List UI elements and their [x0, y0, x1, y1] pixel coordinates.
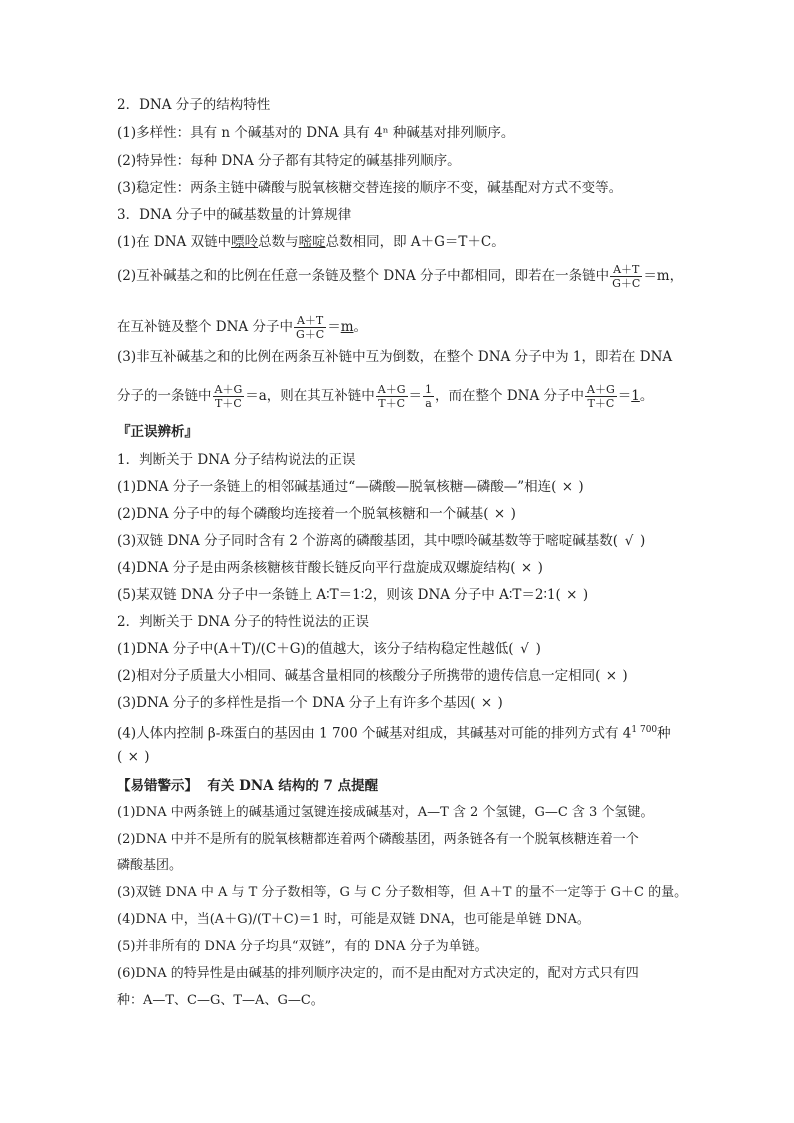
s3-l5-text-d: ，而在整个 DNA 分子中 [435, 388, 584, 404]
tip-line: (5)并非所有的 DNA 分子均具“双链”，有的 DNA 分子为单链。 [117, 939, 488, 954]
tip-line: (6)DNA 的特异性是由碱基的排列顺序决定的，而不是由配对方式决定的，配对方式只有四 [117, 966, 639, 981]
s3-line-4: (3)非互补碱基之和的比例在两条互补链中互为倒数，在整个 DNA 分子中为 1，即若在 DNA [117, 349, 673, 365]
judge-mark: √ [520, 641, 529, 657]
s3-l5-end: 。 [639, 388, 654, 404]
fraction-numerator: A＋G [214, 383, 243, 396]
fraction-numerator: A＋T [610, 263, 642, 277]
tip-line: 种：A—T、C—G、T—A、G—C。 [117, 993, 324, 1008]
fraction-numerator: A＋T [294, 314, 326, 328]
close-paren: ) [535, 641, 541, 657]
zhengwu-header: 『正误辨析』 [117, 424, 198, 440]
s2-line-1: (1)多样性：具有 n 个碱基对的 DNA 具有 4ⁿ 种碱基对排列顺序。 [117, 125, 515, 141]
fraction-ag-tc-2 [376, 383, 408, 410]
tip-line: 磷酸基团。 [117, 858, 183, 873]
fraction-denominator: T＋C [587, 397, 615, 410]
s3-l5-text-e: ＝ [617, 388, 632, 404]
tip-line: (4)DNA 中，当(A＋G)/(T＋C)＝1 时，可能是双链 DNA，也可能是单链 DNA。 [117, 912, 590, 927]
judge-mark: √ [624, 533, 634, 549]
fraction-numerator: A＋G [587, 383, 615, 396]
s3-l2-text-b: ＝m， [643, 268, 684, 284]
fraction-denominator: T＋C [214, 397, 242, 410]
s3-l5-text-b: ＝a，则在其互补链中 [245, 388, 375, 404]
section-2-title: 2．DNA 分子的结构特性 [117, 97, 271, 113]
close-paren: ) [537, 560, 543, 576]
fraction-at-gc-2 [294, 314, 326, 341]
s3-l3-end: 。 [353, 319, 367, 335]
judge-1-item [117, 532, 645, 550]
s3-l2-text-a: (2)互补碱基之和的比例在任意一条链及整个 DNA 分子中都相同，即若在一条链中 [117, 268, 610, 284]
judge-text: (3)DNA 分子的多样性是指一个 DNA 分子上有许多个基因( [117, 695, 476, 711]
fraction-denominator: G＋C [295, 328, 325, 341]
tip-heading: 有关 DNA 结构的 7 点提醒 [207, 778, 379, 794]
judge-1-item [117, 478, 584, 496]
judge-text: (2)相对分子质量大小相同、碱基含量相同的核酸分子所携带的遗传信息一定相同( [117, 668, 601, 684]
tip-title [117, 777, 378, 795]
judge-text-end: 种 [657, 725, 671, 742]
judge-1-item [117, 559, 543, 577]
fraction-denominator: T＋C [378, 397, 406, 410]
judge-text: (1)DNA 分子一条链上的相邻碱基通过“—磷酸—脱氧核糖—磷酸—”相连( [117, 479, 557, 495]
s3-line-5 [117, 383, 653, 410]
judge-mark: × [605, 668, 618, 684]
judge-1-title: 1．判断关于 DNA 分子结构说法的正误 [117, 452, 356, 468]
judge-mark: × [127, 749, 139, 765]
close-paren: ) [144, 749, 150, 765]
s3-l5-text-a: 分子的一条链中 [117, 388, 212, 404]
exponent: 1 700 [631, 725, 658, 735]
s2-line-3: (3)稳定性：两条主链中磷酸与脱氧核糖交替连接的顺序不变，碱基配对方式不变等。 [117, 180, 623, 196]
close-paren: ) [582, 587, 589, 603]
fraction-ag-tc-3 [585, 383, 617, 410]
judge-mark: × [561, 479, 574, 495]
s3-l1-text-b: 总数与 [258, 234, 299, 250]
close-paren: ) [622, 668, 628, 684]
s3-l1-underline-purine: 嘌呤 [231, 234, 259, 250]
s3-l1-underline-pyrimidine: 嘧啶 [298, 234, 326, 250]
judge-text: (3)双链 DNA 分子同时含有 2 个游离的磷酸基团，其中嘌呤碱基数等于嘧啶碱基数( [117, 533, 619, 549]
judge-text: (1)DNA 分子中(A＋T)/(C＋G)的值越大，该分子结构稳定性越低( [117, 641, 514, 657]
judge-1-item [117, 586, 588, 604]
s3-l1-text-a: (1)在 DNA 双链中 [117, 234, 232, 250]
judge-text: (4)DNA 分子是由两条核糖核苷酸长链反向平行盘旋成双螺旋结构( [117, 560, 516, 576]
s3-l3-answer-m: m [340, 319, 354, 335]
s3-line-2 [117, 263, 683, 290]
judge-2-item-4 [117, 721, 671, 743]
judge-text: (4)人体内控制 β-珠蛋白的基因由 1 700 个碱基对组成，其碱基对可能的排列方式有 4 [117, 725, 632, 742]
s3-line-1 [117, 233, 505, 251]
judge-mark: × [480, 695, 493, 711]
section-3-title: 3．DNA 分子中的碱基数量的计算规律 [117, 207, 352, 223]
s3-l1-text-c: 总数相同，即 A＋G＝T＋C。 [325, 234, 505, 250]
fraction-1-over-a [423, 383, 434, 410]
fraction-denominator: a [425, 397, 432, 410]
close-paren: ) [640, 533, 646, 549]
fraction-numerator: 1 [425, 383, 433, 396]
tip-label: 【易错警示】 [117, 778, 198, 794]
close-paren: ) [497, 695, 503, 711]
judge-2-item [117, 694, 503, 712]
close-paren: ) [578, 479, 584, 495]
judge-mark: × [493, 506, 506, 522]
judge-2-item [117, 667, 628, 685]
judge-2-item [117, 640, 541, 658]
s3-l3-eq: ＝ [327, 319, 341, 335]
fraction-numerator: A＋G [377, 383, 406, 396]
s3-l5-text-c: ＝ [408, 388, 423, 404]
s3-l3-text-a: 在互补链及整个 DNA 分子中 [117, 319, 293, 335]
judge-1-item [117, 505, 516, 523]
judge-2-item-4-answer [117, 748, 150, 766]
fraction-at-gc [610, 263, 642, 290]
fraction-denominator: G＋C [612, 277, 641, 290]
judge-mark: × [520, 560, 533, 576]
judge-text: (5)某双链 DNA 分子中一条链上 A∶T＝1∶2，则该 DNA 分子中 A∶T＝2∶1( [117, 587, 561, 603]
judge-mark: × [566, 587, 578, 603]
s3-line-3 [117, 314, 367, 341]
tip-line: (2)DNA 中并不是所有的脱氧核糖都连着两个磷酸基团，两条链各有一个脱氧核糖连着一个 [117, 832, 639, 847]
open-paren: ( [117, 749, 123, 765]
fraction-ag-tc [213, 383, 245, 410]
close-paren: ) [510, 506, 516, 522]
s2-line-2: (2)特异性：每种 DNA 分子都有其特定的碱基排列顺序。 [117, 153, 461, 169]
judge-2-title: 2．判断关于 DNA 分子的特性说法的正误 [117, 614, 370, 630]
s3-l5-answer-1: 1 [631, 388, 640, 404]
tip-line: (1)DNA 中两条链上的碱基通过氢键连接成碱基对，A—T 含 2 个氢键，G—C 含 3 个氢键。 [117, 805, 654, 820]
judge-text: (2)DNA 分子中的每个磷酸均连接着一个脱氧核糖和一个碱基( [117, 506, 489, 522]
tip-line: (3)双链 DNA 中 A 与 T 分子数相等，G 与 C 分子数相等，但 A＋T 的量不一定等于 G＋C 的量。 [117, 885, 688, 900]
